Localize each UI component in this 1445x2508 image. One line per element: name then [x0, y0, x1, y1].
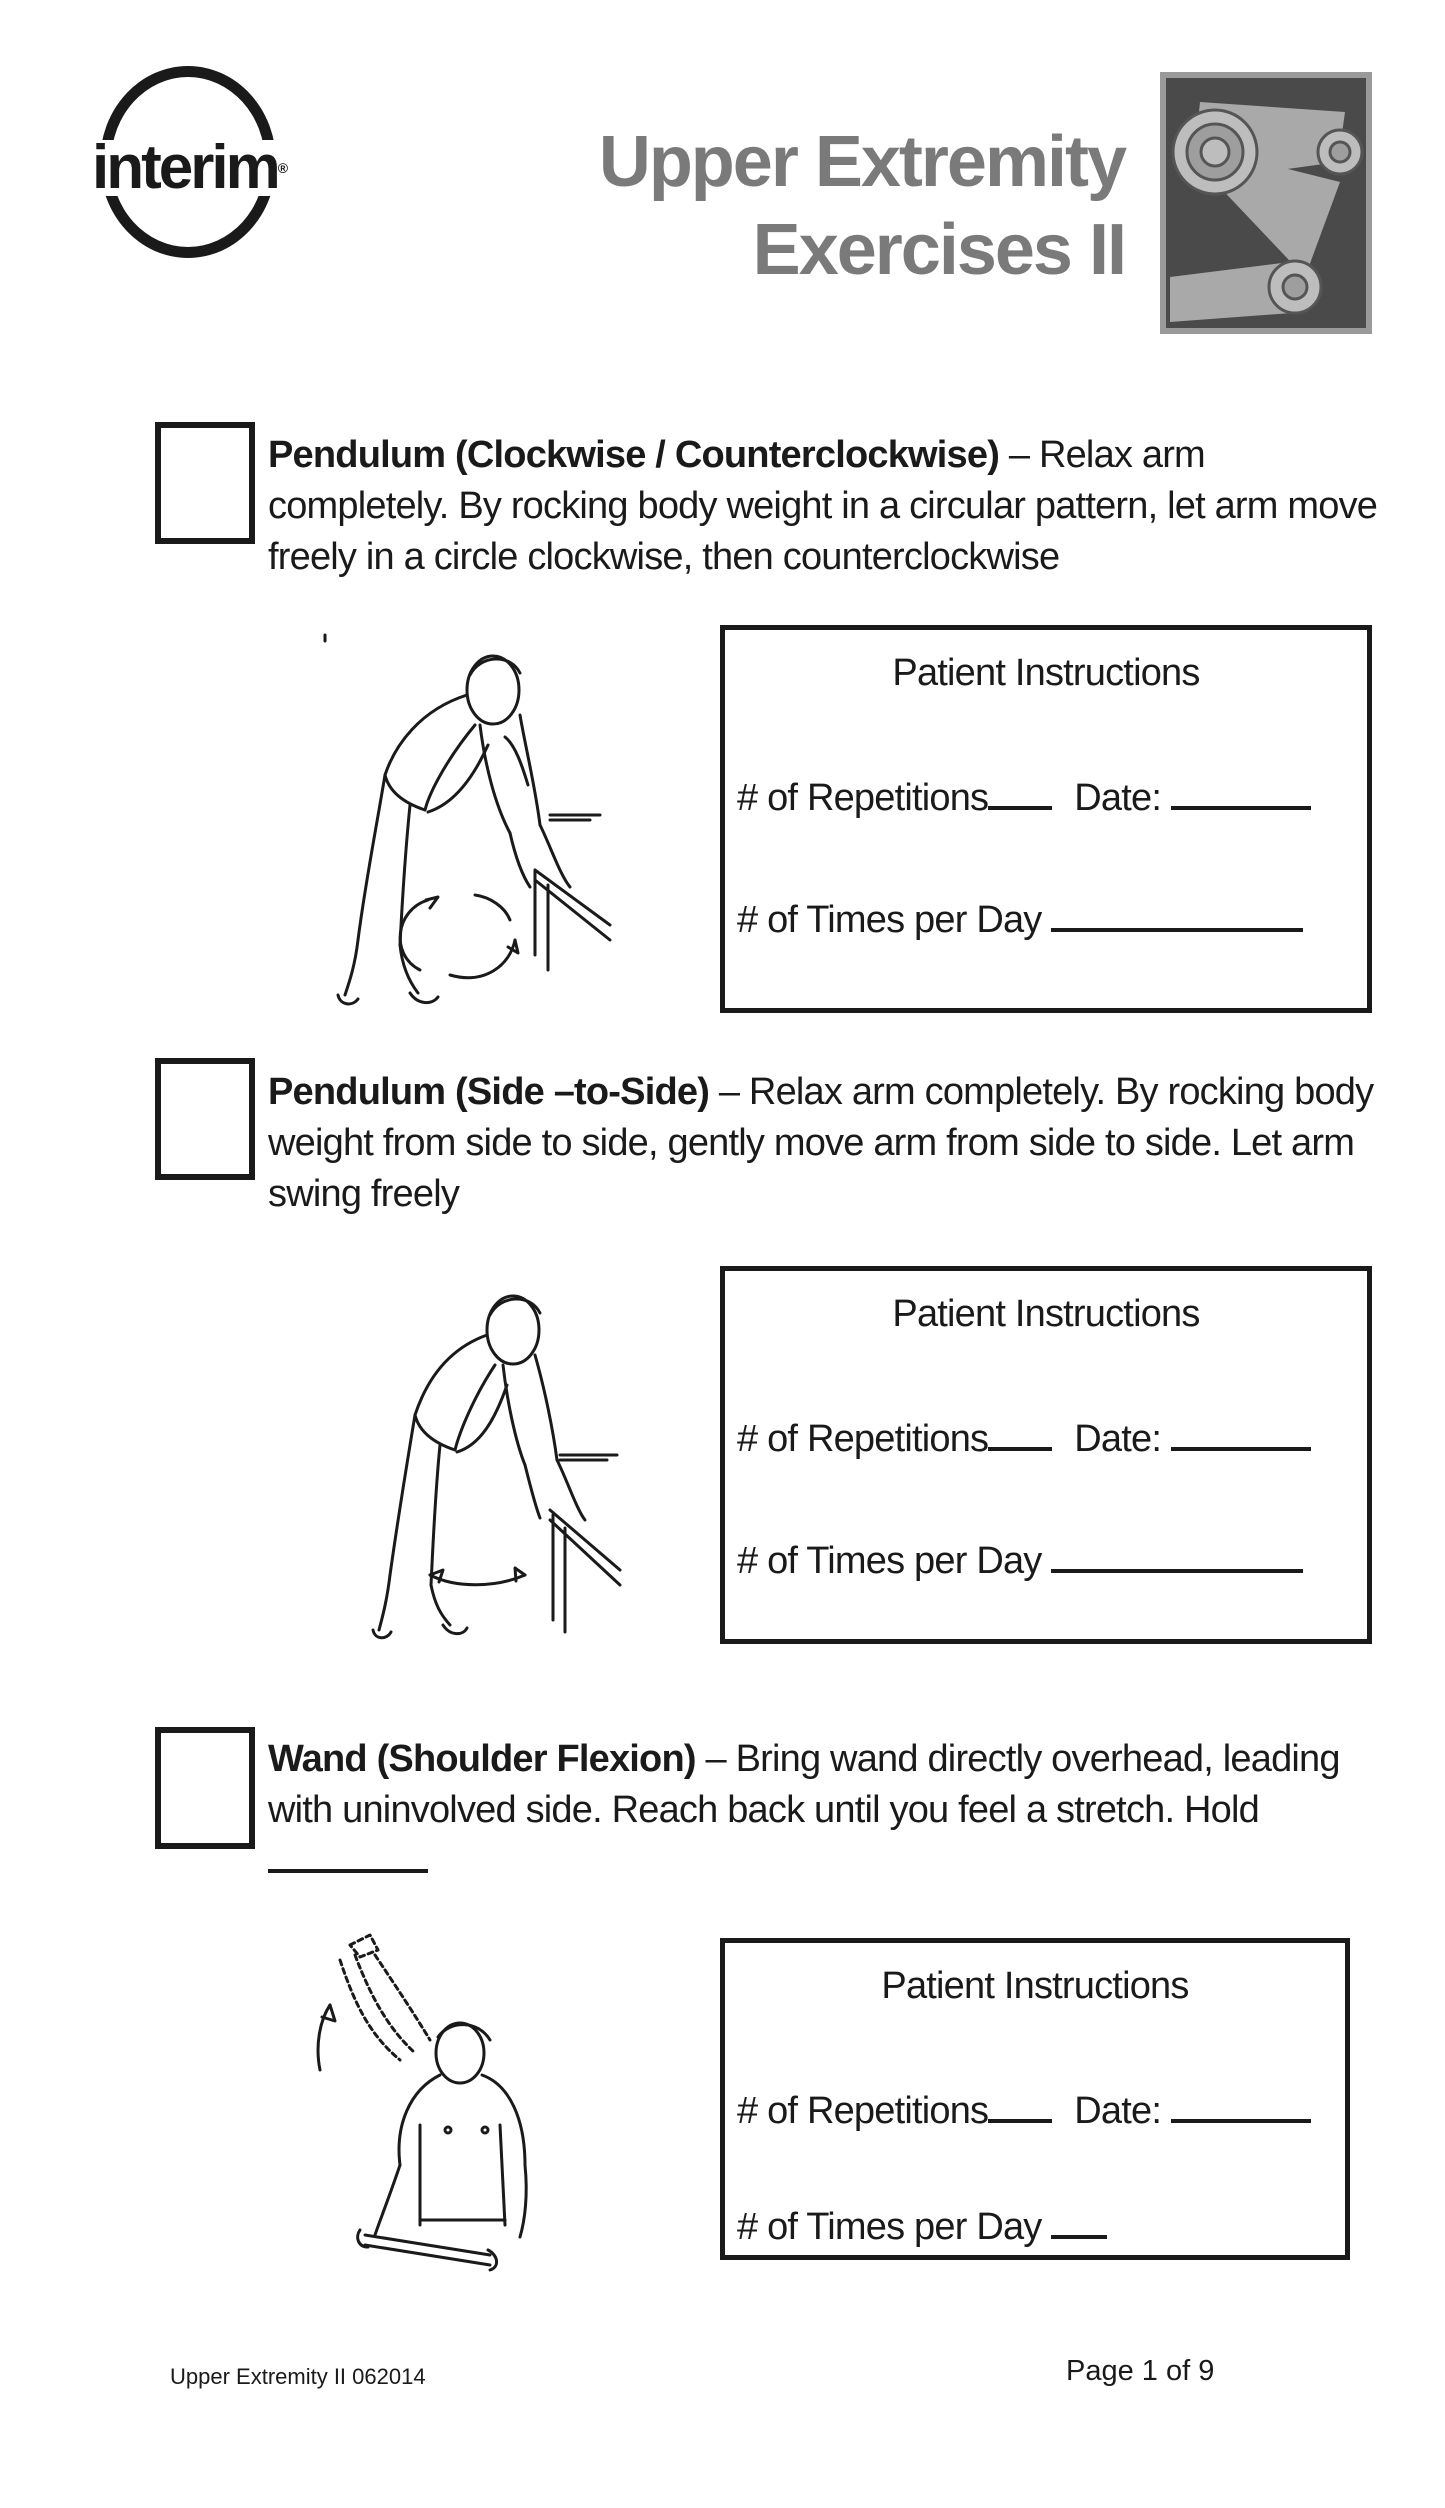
- exercise-1-checkbox[interactable]: [155, 422, 255, 544]
- exercise-3-description: Bring wand directly overhead, leading with uninvolved side. Reach back until you feel a stretch. Hold: [268, 1738, 1340, 1831]
- times-per-day-line: # of Times per Day: [737, 898, 1303, 942]
- repetitions-blank[interactable]: [988, 1417, 1052, 1451]
- patient-instructions-box-1: [720, 625, 1372, 1013]
- pendulum-side-to-side-illustration: [335, 1270, 635, 1640]
- patient-instructions-box-3: [720, 1938, 1350, 2260]
- patient-instructions-title: Patient Instructions: [892, 1293, 1200, 1335]
- wand-shoulder-flexion-illustration: [300, 1925, 550, 2275]
- exercise-2-checkbox[interactable]: [155, 1058, 255, 1180]
- exercise-1-name: Pendulum (Clockwise / Counterclockwise): [268, 434, 1000, 476]
- repetitions-line: # of Repetitions Date:: [737, 776, 1311, 820]
- logo-wordmark: interim®: [92, 133, 289, 202]
- document-title: [599, 118, 1125, 294]
- exercise-3-checkbox[interactable]: [155, 1727, 255, 1849]
- exercise-3-name: Wand (Shoulder Flexion): [268, 1738, 696, 1780]
- times-per-day-blank[interactable]: [1051, 1539, 1303, 1573]
- exercise-1-text: Pendulum (Clockwise / Counterclockwise) – Relax arm completely. By rocking body weight in a circular pattern, let arm move freely in a circle clockwise, then counterclockwise: [268, 434, 1378, 578]
- times-per-day-blank[interactable]: [1051, 898, 1303, 932]
- exercise-2-description: Relax arm completely. By rocking body weight from side to side, gently move arm from side to side. Let arm swing freely: [268, 1071, 1374, 1215]
- pulley-graphic: [1160, 72, 1372, 334]
- footer-page-number: Page 1 of 9: [1066, 2355, 1215, 2387]
- repetitions-line: # of Repetitions Date:: [737, 2089, 1311, 2133]
- date-blank[interactable]: [1171, 2089, 1311, 2123]
- title-line-2: Exercises II: [752, 210, 1125, 290]
- registered-mark: ®: [277, 160, 289, 176]
- repetitions-line: # of Repetitions Date:: [737, 1417, 1311, 1461]
- title-line-1: Upper Extremity: [598, 122, 1125, 202]
- pendulum-circular-illustration: [310, 625, 640, 1010]
- date-blank[interactable]: [1171, 776, 1311, 810]
- exercise-2-name: Pendulum (Side –to-Side): [268, 1071, 710, 1113]
- repetitions-blank[interactable]: [988, 776, 1052, 810]
- patient-instructions-title: Patient Instructions: [881, 1965, 1189, 2007]
- hold-duration-blank[interactable]: [268, 1839, 428, 1873]
- times-per-day-line: # of Times per Day: [737, 1539, 1303, 1583]
- times-per-day-blank[interactable]: [1051, 2205, 1107, 2239]
- exercise-1-description: Relax arm completely. By rocking body weight in a circular pattern, let arm move freely in a circle clockwise, then counterclockwise: [268, 434, 1378, 578]
- times-per-day-line: # of Times per Day: [737, 2205, 1107, 2249]
- footer-document-code: Upper Extremity II 062014: [170, 2364, 426, 2389]
- exercise-3-text: Wand (Shoulder Flexion) – Bring wand directly overhead, leading with uninvolved side. Reach back until you feel a stretch. Hold: [268, 1734, 1380, 1887]
- exercise-2-text: Pendulum (Side –to-Side) – Relax arm completely. By rocking body weight from side to side, gently move arm from side to side. Let arm swing freely: [268, 1071, 1374, 1215]
- date-blank[interactable]: [1171, 1417, 1311, 1451]
- interim-logo: [88, 62, 288, 262]
- patient-instructions-title: Patient Instructions: [892, 652, 1200, 694]
- repetitions-blank[interactable]: [988, 2089, 1052, 2123]
- patient-instructions-box-2: [720, 1266, 1372, 1644]
